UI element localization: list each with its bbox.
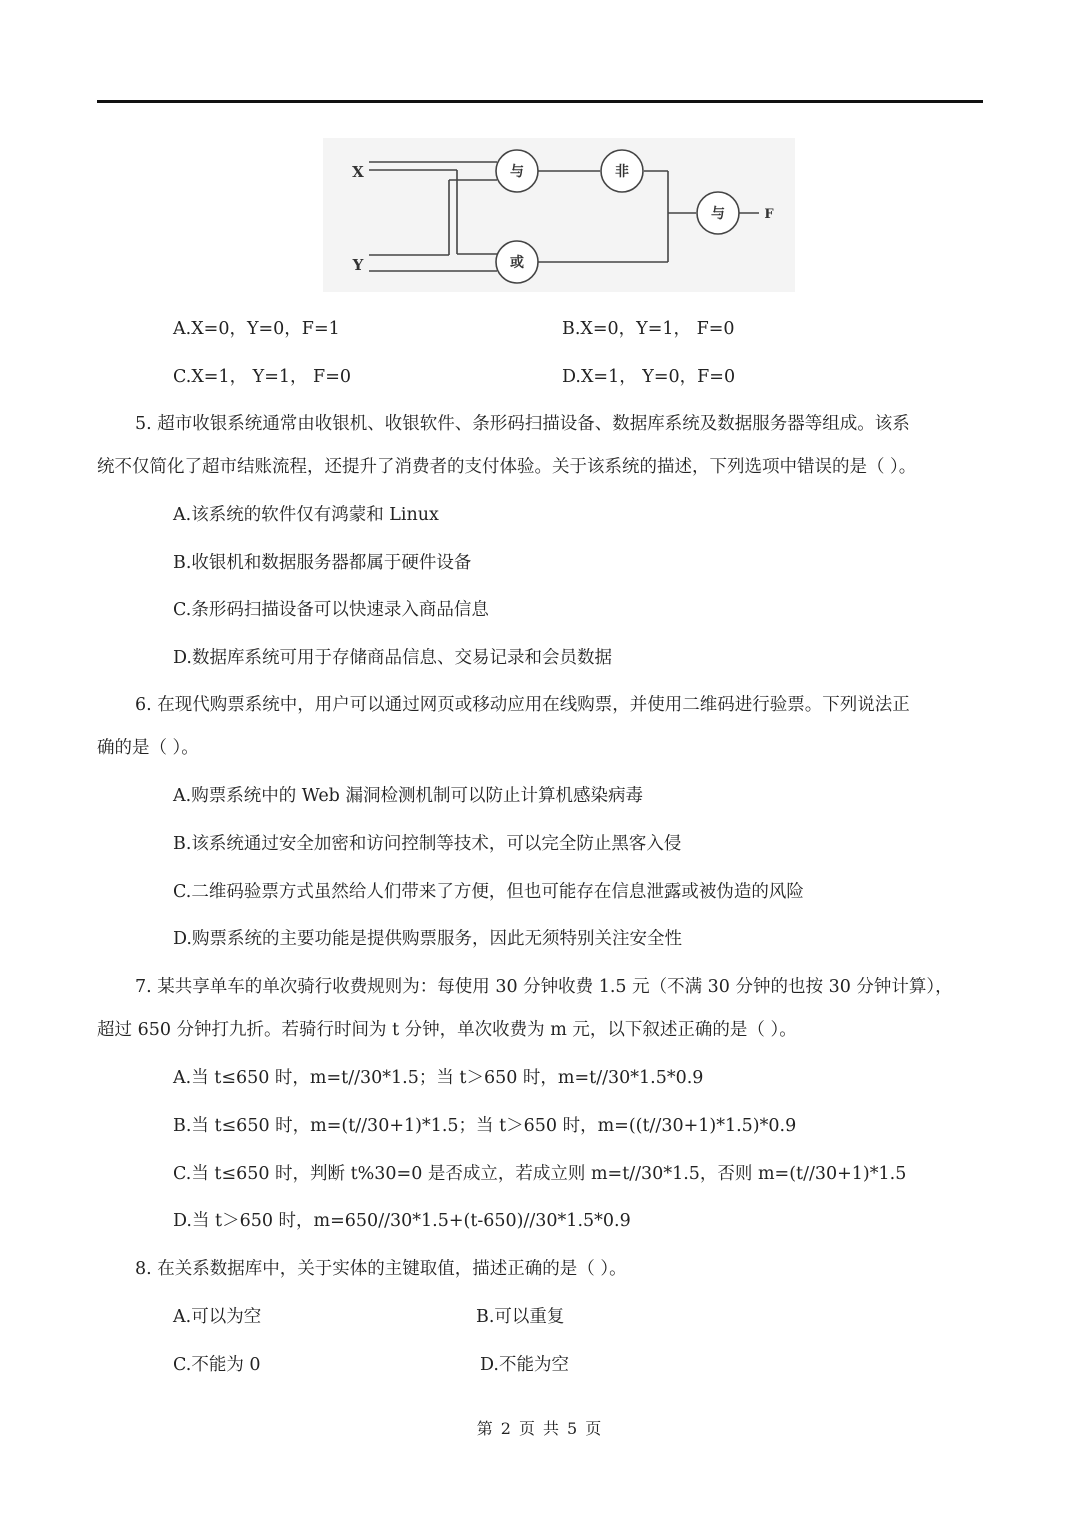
q8-option-b: B.可以重复 (476, 1307, 565, 1327)
footer-di: 第 (476, 1419, 495, 1438)
q8-stem-line1: 8. 在关系数据库中，关于实体的主键取值，描述正确的是（ ）。 (135, 1259, 627, 1279)
label-not: 非 (615, 164, 629, 180)
q6-option-a: A.购票系统中的 Web 漏洞检测机制可以防止计算机感染病毒 (173, 786, 643, 806)
q6-option-c: C.二维码验票方式虽然给人们带来了方便，但也可能存在信息泄露或被伪造的风险 (173, 882, 804, 902)
q8-option-c: C.不能为 0 (173, 1355, 261, 1375)
q7-stem-line2: 超过 650 分钟打九折。若骑行时间为 t 分钟，单次收费为 m 元，以下叙述正确的是（ ）。 (97, 1020, 797, 1040)
header-rule (97, 100, 983, 103)
q7-option-b: B.当 t≤650 时，m=(t//30+1)*1.5；当 t＞650 时，m=((t//30+1)*1.5)*0.9 (173, 1116, 797, 1136)
footer-total-pages: 5 (567, 1419, 580, 1438)
q5-option-b: B.收银机和数据服务器都属于硬件设备 (173, 553, 472, 573)
q6-option-b: B.该系统通过安全加密和访问控制等技术，可以完全防止黑客入侵 (173, 834, 682, 854)
q8-option-d: D.不能为空 (480, 1355, 569, 1375)
footer-gong: 共 (543, 1419, 562, 1438)
q5-option-d: D.数据库系统可用于存储商品信息、交易记录和会员数据 (173, 648, 612, 668)
q7-option-c: C.当 t≤650 时，判断 t%30=0 是否成立，若成立则 m=t//30*1.5，否则 m=(t//30+1)*1.5 (173, 1164, 907, 1184)
q5-option-a: A.该系统的软件仅有鸿蒙和 Linux (173, 505, 439, 525)
q4-option-c: C.X=1， Y=1， F=0 (173, 367, 351, 387)
label-or: 或 (510, 255, 524, 271)
circuit-svg (323, 138, 795, 292)
logic-circuit-diagram (323, 138, 795, 292)
label-and-2: 与 (711, 206, 725, 222)
q4-option-d: D.X=1， Y=0，F=0 (562, 367, 736, 387)
q7-option-a: A.当 t≤650 时，m=t//30*1.5；当 t＞650 时，m=t//30*1.5*0.9 (173, 1068, 704, 1088)
q4-option-a: A.X=0，Y=0，F=1 (173, 319, 340, 339)
q5-option-c: C.条形码扫描设备可以快速录入商品信息 (173, 600, 489, 620)
footer-ye-2: 页 (585, 1419, 604, 1438)
q4-option-b: B.X=0，Y=1， F=0 (562, 319, 735, 339)
footer-ye: 页 (518, 1419, 537, 1438)
q7-stem-line1: 7. 某共享单车的单次骑行收费规则为：每使用 30 分钟收费 1.5 元（不满 30 分钟的也按 30 分钟计算）， (135, 977, 953, 997)
q5-stem-line2: 统不仅简化了超市结账流程，还提升了消费者的支付体验。关于该系统的描述，下列选项中错误的是（ ）。 (97, 457, 917, 477)
q6-stem-line1: 6. 在现代购票系统中，用户可以通过网页或移动应用在线购票，并使用二维码进行验票。下列说法正 (135, 695, 910, 715)
q8-option-a: A.可以为空 (173, 1307, 262, 1327)
q5-stem-line1: 5. 超市收银系统通常由收银机、收银软件、条形码扫描设备、数据库系统及数据服务器等组成。该系 (135, 414, 910, 434)
q6-option-d: D.购票系统的主要功能是提供购票服务，因此无须特别关注安全性 (173, 929, 682, 949)
label-x: X (352, 163, 364, 181)
footer-page-number: 2 (500, 1419, 513, 1438)
q6-stem-line2: 确的是（ ）。 (97, 738, 199, 758)
label-and-1: 与 (510, 164, 524, 180)
q7-option-d: D.当 t＞650 时，m=650//30*1.5+(t-650)//30*1.5*0.9 (173, 1211, 631, 1231)
label-y: Y (352, 256, 364, 274)
page-footer (0, 1416, 1080, 1439)
label-f: F (764, 207, 774, 222)
